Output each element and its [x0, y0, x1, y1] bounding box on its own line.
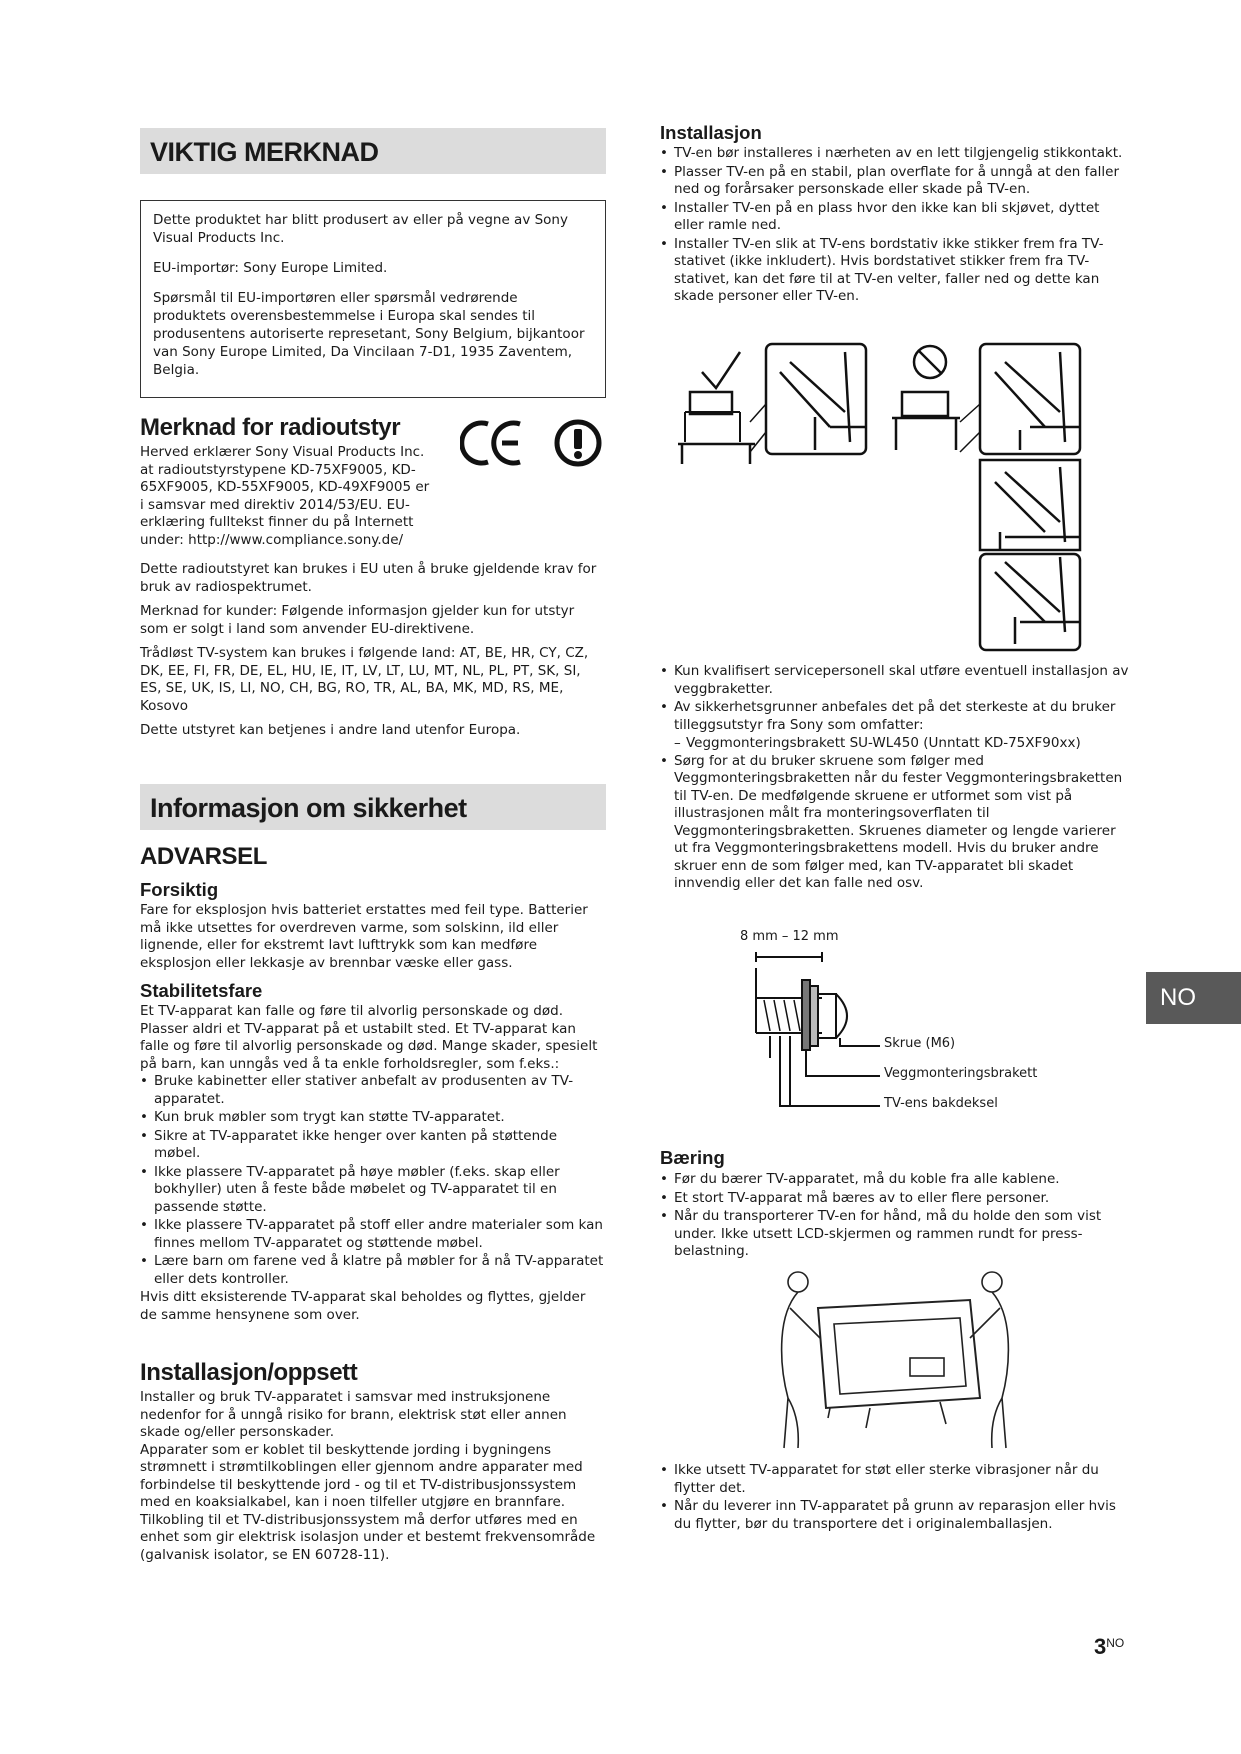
installasjon-item: • Installer TV-en slik at TV-ens bordstativ ikke stikker frem fra TV-stativet (ikke inkludert). Hvis bordstativet stikker frem fra TV-stativet, kan det føre til at TV-en velter, faller ned og dette kan skade personer eller TV-en. [660, 236, 1130, 306]
installasjon-block [660, 145, 1130, 307]
baering-title: Bæring [660, 1147, 725, 1168]
installasjon-item: • Plasser TV-en på en stabil, plan overflate for å unngå at den faller ned og forårsaker personskade eller skade på TV-en. [660, 164, 1130, 199]
baering-item: • Når du transporterer TV-en for hånd, må du holde den som vist under. Ikke utsett LCD-skjermen og rammen rundt for press-belastning. [660, 1208, 1130, 1261]
page-number-value: 3 [1094, 1634, 1107, 1659]
tv-stand-diagram [670, 332, 1130, 652]
tv-stand-illustration [670, 332, 1130, 652]
installasjon-oppsett-title: Installasjon/oppsett [140, 1359, 358, 1386]
stabilitet-item: • Ikke plassere TV-apparatet på høye møbler (f.eks. skap eller bokhyller) uten å feste både møbelet og TV-apparatet til en passende støtte. [140, 1164, 606, 1217]
screw-icon [740, 928, 1080, 1114]
page-number-suffix: NO [1106, 1636, 1125, 1650]
baering-list [660, 1171, 1130, 1261]
installasjon-p2: Apparater som er koblet til beskyttende jording i bygningens strømnett i strømtilkoblingen eller gjennom andre apparater med forbindelse til beskyttende jord - og til et TV-distribusjonssystem med en koaksialkabel, kan i noen tilfeller utgjøre en brannfare. Tilkobling til et TV-distribusjonssystem må derfor utføres med en enhet som gir elektrisk isolasjon under et bestemt frekvensområde (galvanisk isolator, se EN 60728-11). [140, 1441, 596, 1563]
viktig-p1: Dette produktet har blitt produsert av eller på vegne av Sony Visual Products Inc. [153, 212, 568, 246]
stabilitet-list [140, 1073, 606, 1288]
screw-label-3: TV-ens bakdeksel [884, 1096, 998, 1111]
radio-title: Merknad for radioutstyr [140, 414, 401, 441]
viktig-banner [140, 128, 606, 174]
radio-body [140, 444, 606, 549]
stabilitet-after: Hvis ditt eksisterende TV-apparat skal beholdes og flyttes, gjelder de samme hensynene som over. [140, 1289, 586, 1323]
baering-block-2 [660, 1462, 1130, 1534]
skrue-item: • Sørg for at du bruker skruene som følger med Veggmonteringsbraketten når du fester Veggmonteringsbraketten til TV-en. De medfølgende skruene er utformet som vist på illustrasjonen målt fra monteringsoverflaten til Veggmonteringsbraketten. Skruenes diameter og lengde varierer ut fra Veggmonteringsbrakettens modell. Hvis du bruker andre skruer enn de som følger med, kan TV-apparatet bli skadet innvendig eller det kan falle ned osv. [660, 753, 1130, 893]
installasjon-oppsett-block [140, 1389, 606, 1564]
stabilitet-item: • Sikre at TV-apparatet ikke henger over kanten på støttende møbel. [140, 1128, 606, 1163]
stabilitet-item: • Kun bruk møbler som trygt kan støtte TV-apparatet. [140, 1109, 606, 1127]
viktig-p2: EU-importør: Sony Europe Limited. [153, 260, 388, 276]
forsiktig-text: Fare for eksplosjon hvis batteriet erstattes med feil type. Batterier må ikke utsettes for overdreven varme, som solskinn, ild eller lignende, eller for ekstremt lavt lufttrykk som kan medføre eksplosjon eller lekkasje av brennbar væske eller gass. [140, 902, 588, 971]
viktig-box [140, 200, 606, 398]
sikkerhet-banner [140, 784, 606, 830]
veggbrakett-list [660, 663, 1130, 734]
radio-body-2 [140, 561, 606, 746]
radio-p1-text: Herved erklærer Sony Visual Products Inc. at radioutstyrstypene KD-75XF9005, KD-65XF9005, KD-55XF9005, KD-49XF9005 er i samsvar med direktiv 2014/53/EU. EU-erklæring fulltekst finner du på Internett under: http://www.compliance.sony.de/ [140, 444, 430, 548]
viktig-title: VIKTIG MERKNAD [150, 137, 379, 167]
skrue-list [660, 753, 1130, 893]
radio-p1 [140, 444, 606, 549]
stabilitet-block [140, 1003, 606, 1324]
screw-label-2: Veggmonteringsbrakett [884, 1066, 1038, 1081]
stabilitet-item: • Bruke kabinetter eller stativer anbefalt av produsenten av TV-apparatet. [140, 1073, 606, 1108]
veggbrakett-model: – Veggmonteringsbrakett SU-WL450 (Unntatt KD-75XF90xx) [660, 735, 1130, 753]
baering-item: • Ikke utsett TV-apparatet for støt eller sterke vibrasjoner når du flytter det. [660, 1462, 1130, 1497]
stabilitet-item: • Ikke plassere TV-apparatet på stoff eller andre materialer som kan finnes mellom TV-apparatet og støttende møbel. [140, 1217, 606, 1252]
installasjon-title: Installasjon [660, 122, 762, 143]
baering-item: • Et stort TV-apparat må bæres av to eller flere personer. [660, 1190, 1130, 1208]
installasjon-p1: Installer og bruk TV-apparatet i samsvar med instruksjonene nedenfor for å unngå risiko for brann, elektrisk støt eller annen skade og/eller personskader. [140, 1389, 567, 1440]
installasjon-list [660, 145, 1130, 306]
advarsel-title: ADVARSEL [140, 843, 268, 870]
installasjon-item: • TV-en bør installeres i nærheten av en lett tilgjengelig stikkontakt. [660, 145, 1130, 163]
baering-item: • Før du bærer TV-apparatet, må du koble fra alle kablene. [660, 1171, 1130, 1189]
baering-item: • Når du leverer inn TV-apparatet på grunn av reparasjon eller hvis du flytter, bør du transportere det i originalemballasjen. [660, 1498, 1130, 1533]
check-icon [702, 352, 740, 388]
screw-label-1: Skrue (M6) [884, 1036, 956, 1051]
screw-dim-label: 8 mm – 12 mm [740, 929, 839, 944]
veggbrakett-item: • Av sikkerhetsgrunner anbefales det på det sterkeste at du bruker tilleggsutstyr fra Sony som omfatter: [660, 699, 1130, 734]
sikkerhet-title: Informasjon om sikkerhet [150, 793, 467, 823]
carrying-illustration [770, 1268, 1020, 1450]
language-tab: NO [1146, 972, 1241, 1024]
baering-list-2 [660, 1462, 1130, 1533]
radio-p2: Dette radioutstyret kan brukes i EU uten å bruke gjeldende krav for bruk av radiospektrumet. [140, 561, 597, 595]
radio-p3: Merknad for kunder: Følgende informasjon gjelder kun for utstyr som er solgt i land som anvender EU-direktivene. [140, 603, 575, 637]
baering-block [660, 1171, 1130, 1262]
carry-tv-diagram [770, 1268, 1020, 1450]
forsiktig-title: Forsiktig [140, 879, 219, 900]
viktig-p3: Spørsmål til EU-importøren eller spørsmål vedrørende produktets overensbestemmelse i Europa skal sendes til produsentens autoriserte represetant, Sony Belgium, bijkantoor van Sony Europe Limited, Da Vincilaan 7-D1, 1935 Zaventem, Belgia. [153, 290, 585, 378]
veggbrakett-item: • Kun kvalifisert servicepersonell skal utføre eventuell installasjon av veggbraketter. [660, 663, 1130, 698]
radio-p4: Trådløst TV-system kan brukes i følgende land: AT, BE, HR, CY, CZ, DK, EE, FI, FR, DE, EL, HU, IE, IT, LV, LT, LU, MT, NL, PL, PT, SK, SI, ES, SE, UK, IS, LI, NO, CH, BG, RO, TR, AL, BA, MK, MD, RS, ME, Kosovo [140, 645, 589, 714]
page-number [1094, 1634, 1124, 1660]
stabilitet-text: Et TV-apparat kan falle og føre til alvorlig personskade og død. Plasser aldri et TV-apparat på et ustabilt sted. Et TV-apparat kan falle og føre til alvorlig personskade og død. Mange skader, spesielt på barn, kan unngås ved å ta enkle forholdsregler, som f.eks.: [140, 1003, 598, 1072]
installasjon-block-2 [660, 663, 1130, 894]
screw-diagram [740, 928, 1080, 1114]
installasjon-item: • Installer TV-en på en plass hvor den ikke kan bli skjøvet, dyttet eller ramle ned. [660, 200, 1130, 235]
stabilitet-title: Stabilitetsfare [140, 980, 263, 1001]
radio-p5: Dette utstyret kan betjenes i andre land utenfor Europa. [140, 722, 521, 738]
stabilitet-item: • Lære barn om farene ved å klatre på møbler for å nå TV-apparatet eller dets kontroller. [140, 1253, 606, 1288]
